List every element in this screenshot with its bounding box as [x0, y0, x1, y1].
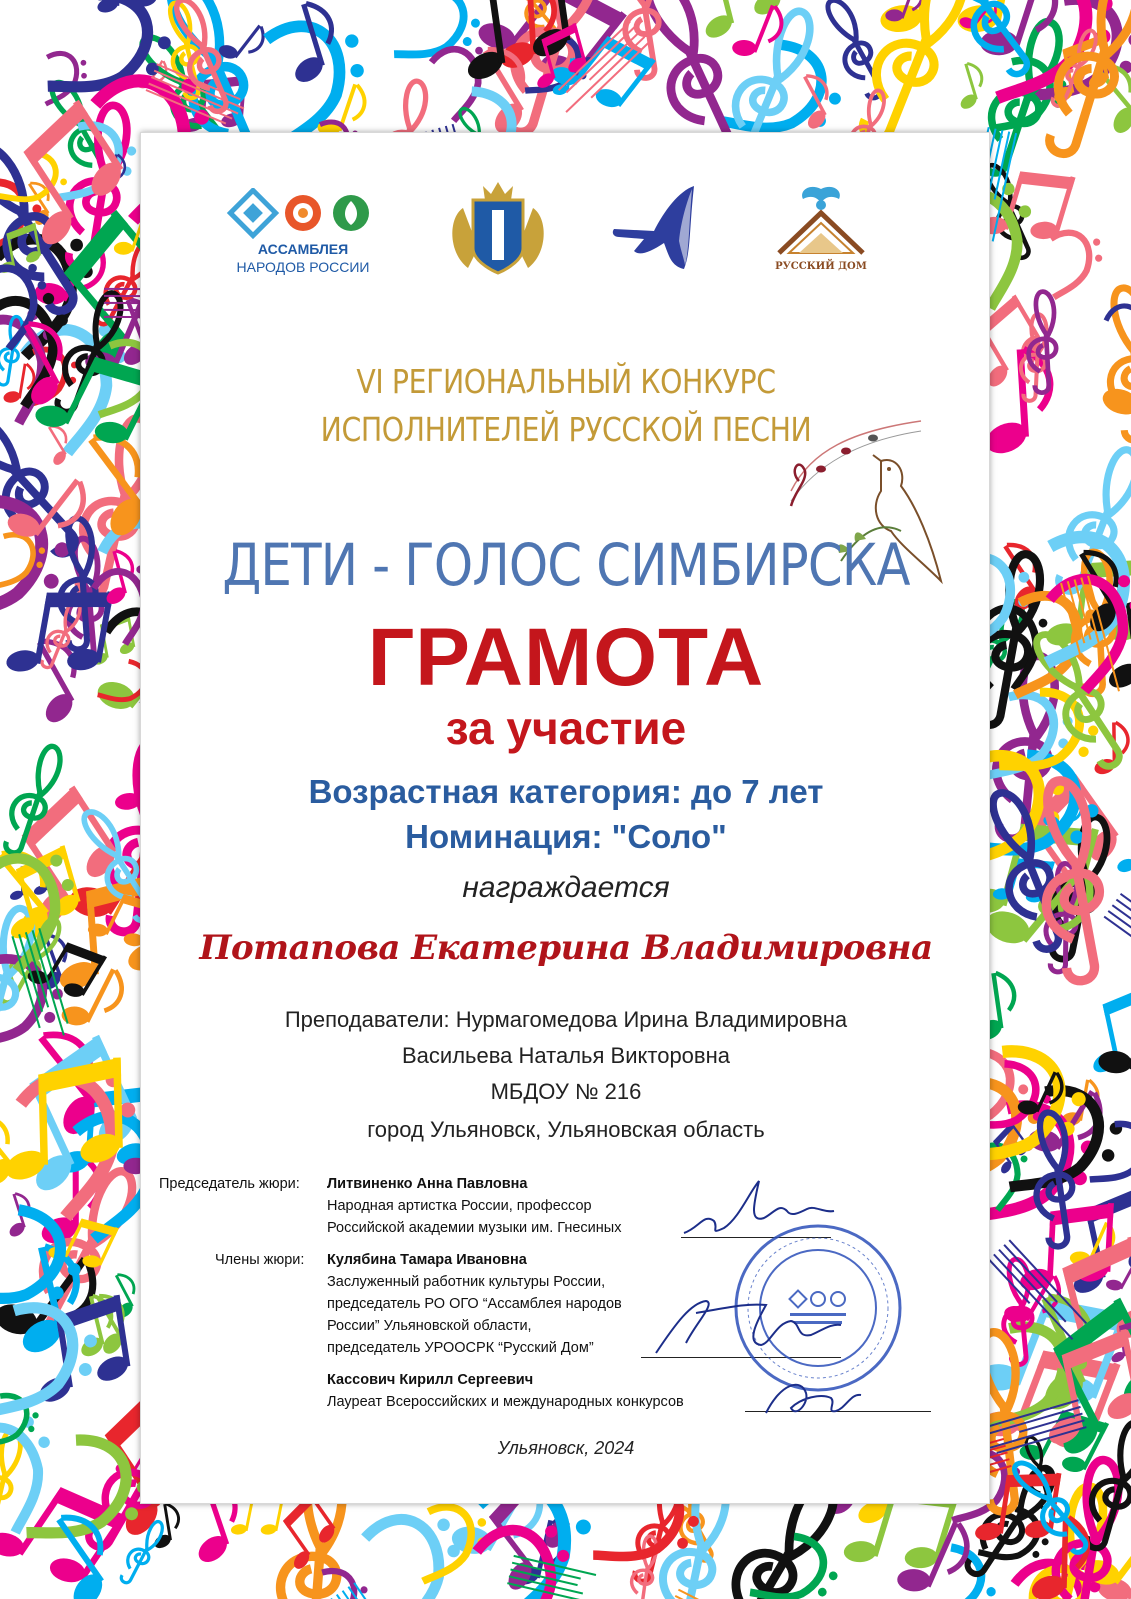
document-subtitle: за участие [445, 702, 687, 754]
assembly-logo-line1: АССАМБЛЕЯ [257, 241, 349, 257]
jury-chair-label: Председатель жюри: [159, 1176, 300, 1192]
member2-signature [761, 1373, 871, 1423]
jury-chair-block [327, 1173, 621, 1239]
contest-title-line1: VI РЕГИОНАЛЬНЫЙ КОНКУРС [356, 362, 776, 401]
leaf-icon [333, 195, 369, 231]
teacher2-line: Васильева Наталья Викторовна [402, 1043, 730, 1068]
ulyanovsk-coat-of-arms [443, 178, 553, 280]
jury-member1-title4: председатель УРООСРК “Русский Дом” [327, 1340, 594, 1356]
member1-signature [646, 1283, 846, 1363]
recipient-name: Потапова Екатерина Владимировна [199, 928, 933, 968]
nomination: Номинация: "Соло" [405, 818, 727, 855]
jury-member1-block [327, 1249, 622, 1359]
jury-member1-title2: председатель РО ОГО “Ассамблея народов [327, 1296, 622, 1312]
jury-chair-title1: Народная артистка России, профессор [327, 1198, 592, 1214]
ornament-icon [230, 190, 275, 235]
city-line: город Ульяновск, Ульяновская область [367, 1117, 765, 1142]
age-category: Возрастная категория: до 7 лет [308, 773, 824, 810]
jury-member1-name: Кулябина Тамара Ивановна [327, 1252, 527, 1268]
assembly-of-peoples-logo [221, 188, 386, 283]
jury-chair-title2: Российской академии музыки им. Гнесиных [327, 1220, 622, 1236]
document-title: ГРАМОТА [367, 612, 765, 703]
teachers-line: Преподаватели: Нурмагомедова Ирина Владимировна [284, 1007, 848, 1032]
awarded-label: награждается [462, 871, 670, 904]
flame-icon [285, 195, 321, 231]
hand-logo-icon [609, 181, 701, 273]
jury-member2-name: Кассович Кирилл Сергеевич [327, 1372, 534, 1388]
jury-member1-title1: Заслуженный работник культуры России, [327, 1274, 606, 1290]
jury-member2-title: Лауреат Всероссийских и международных конкурсов [327, 1394, 684, 1410]
assembly-logo-line2: НАРОДОВ РОССИИ [236, 259, 370, 275]
footer-place-year: Ульяновск, 2024 [497, 1438, 635, 1458]
russian-house-logo [769, 181, 874, 279]
certificate-sheet [140, 132, 990, 1504]
dove-icon [802, 187, 840, 210]
jury-member1-title3: России” Ульяновской области, [327, 1318, 532, 1334]
jury-member2-block [327, 1369, 684, 1413]
chair-signature [679, 1173, 839, 1239]
russian-house-label: РУССКИЙ ДОМ [775, 261, 867, 272]
institution: МБДОУ № 216 [490, 1079, 642, 1104]
jury-chair-name: Литвиненко Анна Павловна [327, 1176, 528, 1192]
jury-members-label: Члены жюри: [215, 1252, 305, 1268]
contest-title-line2: ИСПОЛНИТЕЛЕЙ РУССКОЙ ПЕСНИ [320, 410, 812, 449]
project-title: ДЕТИ - ГОЛОС СИМБИРСКА [222, 531, 910, 599]
